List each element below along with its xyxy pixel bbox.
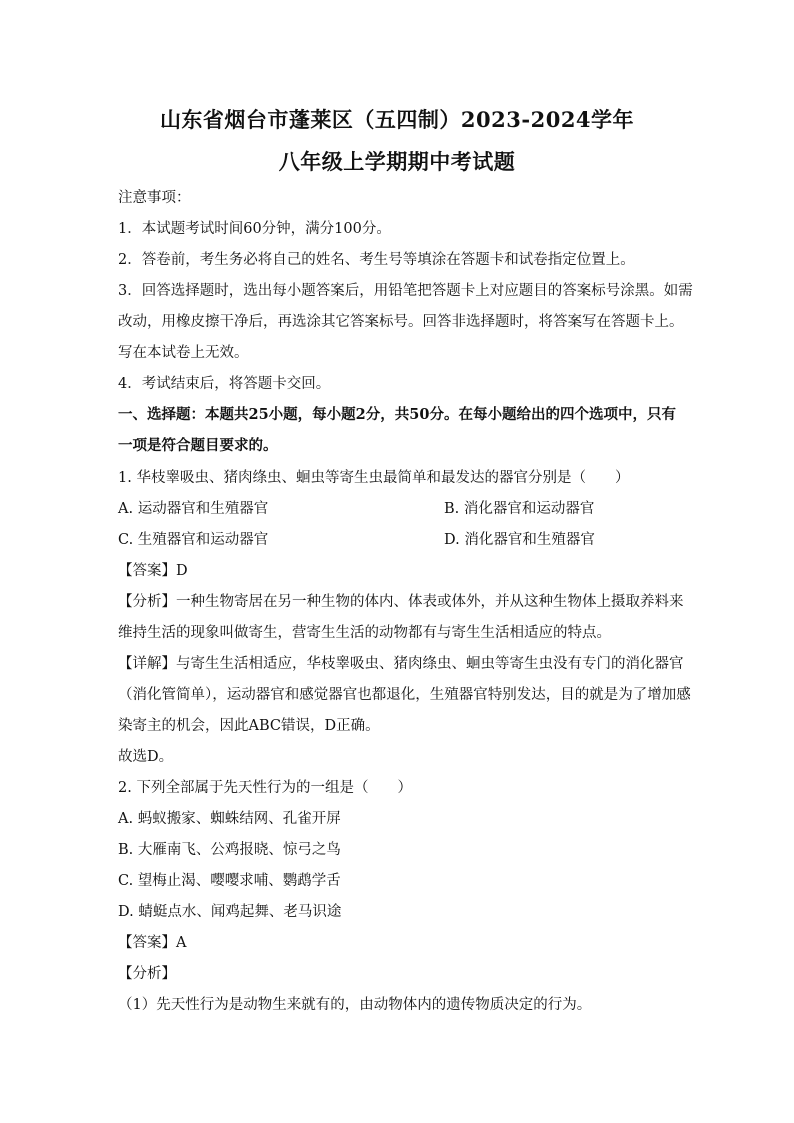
question-1-answer: 【答案】D — [118, 563, 188, 579]
question-2-option-d: D. 蜻蜓点水、闻鸡起舞、老马识途 — [118, 904, 342, 920]
section-heading-line1: 一、选择题：本题共25小题，每小题2分，共50分。在每小题给出的四个选项中，只有 — [118, 406, 676, 423]
question-1-conclusion: 故选D。 — [118, 749, 174, 765]
doc-title-line1: 山东省烟台市蓬莱区（五四制）2023-2024学年 — [159, 107, 635, 132]
notice-item: 1．本试题考试时间60分钟，满分100分。 — [118, 221, 391, 237]
section-heading-line2: 一项是符合题目要求的。 — [118, 437, 278, 454]
question-2-analysis: （1）先天性行为是动物生来就有的，由动物体内的遗传物质决定的行为。 — [118, 997, 592, 1013]
question-1-option-c: C. 生殖器官和运动器官 — [118, 532, 269, 548]
question-1-analysis: 【分析】一种生物寄居在另一种生物的体内、体表或体外，并从这种生物体上摄取养料来 — [118, 594, 684, 610]
question-2-stem: 2. 下列全部属于先天性行为的一组是（ ） — [118, 780, 412, 796]
question-1-option-b: B. 消化器官和运动器官 — [444, 501, 595, 517]
question-2-option-b: B. 大雁南飞、公鸡报晓、惊弓之鸟 — [118, 842, 341, 858]
question-2-answer: 【答案】A — [118, 935, 187, 951]
question-1-detail: （消化管简单），运动器官和感觉器官也都退化，生殖器官特别发达，目的就是为了增加感 — [118, 687, 691, 703]
question-2-option-a: A. 蚂蚁搬家、蜘蛛结网、孔雀开屏 — [118, 811, 341, 827]
notice-item: 改动，用橡皮擦干净后，再选涂其它答案标号。回答非选择题时，将答案写在答题卡上。 — [118, 314, 684, 330]
notice-item: 写在本试卷上无效。 — [118, 345, 249, 361]
notice-item: 4．考试结束后，将答题卡交回。 — [118, 376, 331, 392]
notice-item: 2．答卷前，考生务必将自己的姓名、考生号等填涂在答题卡和试卷指定位置上。 — [118, 252, 635, 268]
question-1-option-d: D. 消化器官和生殖器官 — [444, 532, 595, 548]
question-1-stem: 1. 华枝睾吸虫、猪肉绦虫、蛔虫等寄生虫最简单和最发达的器官分别是（ ） — [118, 470, 630, 486]
question-2-analysis-heading: 【分析】 — [118, 966, 176, 982]
notice-heading: 注意事项： — [118, 190, 191, 206]
question-1-detail: 染寄主的机会，因此ABC错误，D正确。 — [118, 718, 380, 734]
question-1-detail: 【详解】与寄生生活相适应，华枝睾吸虫、猪肉绦虫、蛔虫等寄生虫没有专门的消化器官 — [118, 656, 684, 672]
notice-item: 3．回答选择题时，选出每小题答案后，用铅笔把答题卡上对应题目的答案标号涂黑。如需 — [118, 283, 693, 299]
question-1-option-a: A. 运动器官和生殖器官 — [118, 501, 269, 517]
doc-title-line2: 八年级上学期期中考试题 — [278, 149, 516, 174]
question-2-option-c: C. 望梅止渴、嘤嘤求哺、鹦鹉学舌 — [118, 873, 341, 889]
question-1-analysis: 维持生活的现象叫做寄生，营寄生生活的动物都有与寄生生活相适应的特点。 — [118, 625, 611, 641]
